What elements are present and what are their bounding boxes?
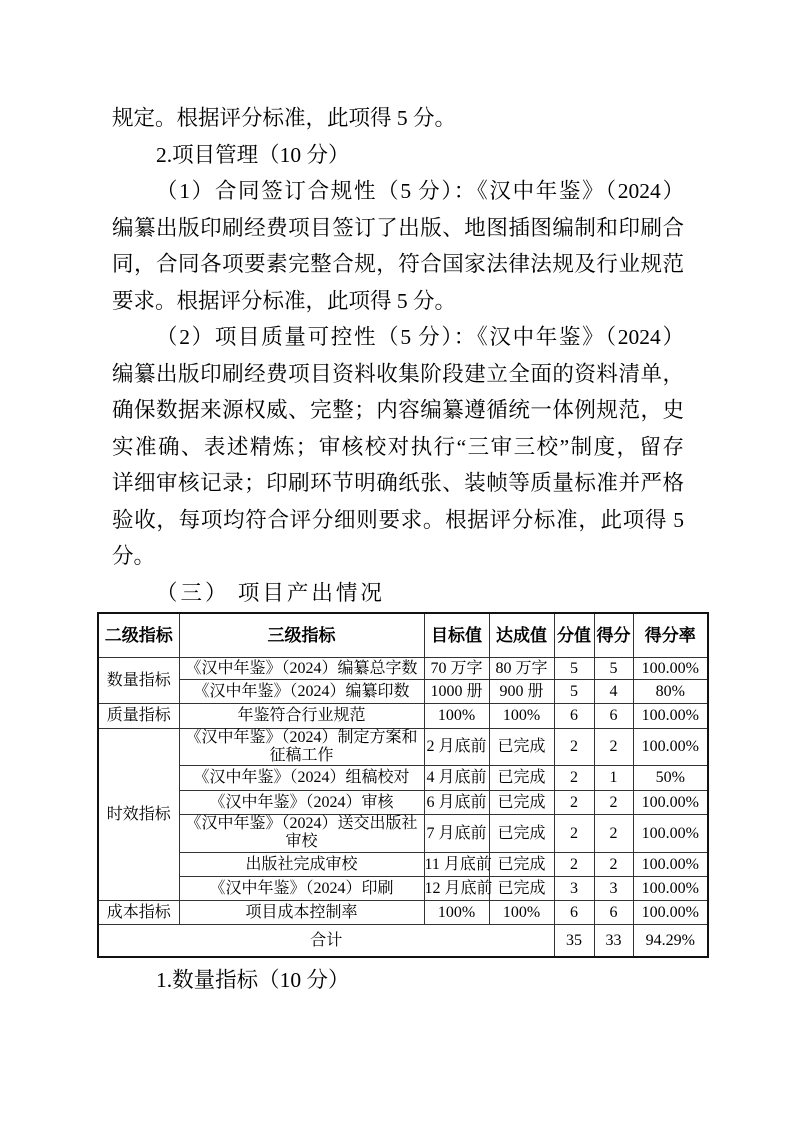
cell-achieved: 已完成 xyxy=(489,765,554,790)
table-header-row xyxy=(98,613,708,657)
cell-score: 6 xyxy=(554,703,594,728)
table-row xyxy=(98,657,708,679)
cell-score: 2 xyxy=(554,814,594,852)
text-line: 编纂出版印刷经费项目签订了出版、地图插图编制和印刷合 xyxy=(112,215,684,240)
table-row xyxy=(98,728,708,765)
text-line: 同，合同各项要素完整合规，符合国家法律法规及行业规范 xyxy=(112,252,684,276)
cell-gained: 2 xyxy=(594,814,633,852)
col-header-achieved: 达成值 xyxy=(489,613,554,657)
cell-indicator: 《汉中年鉴》（2024）制定方案和 征稿工作 xyxy=(179,728,424,765)
cell-group: 时效指标 xyxy=(98,728,179,900)
cell-gained: 1 xyxy=(594,765,633,790)
cell-target: 70 万字 xyxy=(424,657,489,679)
cell-score: 2 xyxy=(554,790,594,814)
body-text xyxy=(112,100,684,611)
col-header-rate: 得分率 xyxy=(633,613,708,657)
table-row xyxy=(98,790,708,814)
cell-total-label: 合计 xyxy=(98,924,554,957)
table-row xyxy=(98,900,708,924)
table-total-row xyxy=(98,924,708,957)
col-header-target: 目标值 xyxy=(424,613,489,657)
text-line: 规定。根据评分标准，此项得 5 分。 xyxy=(112,106,457,130)
text-line: 详细审核记录；印刷环节明确纸张、装帧等质量标准并严格 xyxy=(112,471,684,495)
indicator-table xyxy=(97,612,709,958)
cell-group: 数量指标 xyxy=(98,657,179,703)
cell-score: 5 xyxy=(554,657,594,679)
cell-gained: 4 xyxy=(594,679,633,703)
cell-indicator: 《汉中年鉴》（2024）编纂印数 xyxy=(179,679,424,703)
cell-rate: 50% xyxy=(633,765,708,790)
cell-score: 3 xyxy=(554,876,594,900)
cell-target: 4 月底前 xyxy=(424,765,489,790)
cell-gained: 6 xyxy=(594,703,633,728)
text-line: 实准确、表述精炼；审核校对执行“三审三校”制度，留存 xyxy=(112,434,684,459)
text-line: （1）合同签订合规性（5 分）：《汉中年鉴》（2024） xyxy=(156,179,684,203)
col-header-gained: 得分 xyxy=(594,613,633,657)
cell-target: 7 月底前 xyxy=(424,814,489,852)
cell-total-rate: 94.29% xyxy=(633,924,708,957)
cell-achieved: 100% xyxy=(489,703,554,728)
text-line: 要求。根据评分标准，此项得 5 分。 xyxy=(112,288,457,313)
cell-achieved: 已完成 xyxy=(489,790,554,814)
text-line: 2.项目管理（10 分） xyxy=(156,142,350,167)
cell-indicator: 项目成本控制率 xyxy=(179,900,424,924)
text-line: 验收，每项均符合评分细则要求。根据评分标准，此项得 5 xyxy=(112,507,684,532)
cell-score: 2 xyxy=(554,852,594,876)
cell-achieved: 已完成 xyxy=(489,814,554,852)
table-row xyxy=(98,852,708,876)
col-header-score: 分值 xyxy=(554,613,594,657)
cell-achieved: 80 万字 xyxy=(489,657,554,679)
cell-target: 11 月底前 xyxy=(424,852,489,876)
cell-rate: 100.00% xyxy=(633,814,708,852)
cell-target: 100% xyxy=(424,900,489,924)
cell-target: 2 月底前 xyxy=(424,728,489,765)
cell-group: 质量指标 xyxy=(98,703,179,728)
cell-rate: 100.00% xyxy=(633,876,708,900)
cell-gained: 5 xyxy=(594,657,633,679)
cell-indicator: 《汉中年鉴》（2024）组稿校对 xyxy=(179,765,424,790)
cell-achieved: 已完成 xyxy=(489,728,554,765)
section-heading: （三） 项目产出情况 xyxy=(156,580,385,605)
text-line: 确保数据来源权威、完整；内容编纂遵循统一体例规范，史 xyxy=(112,398,684,422)
table-row xyxy=(98,876,708,900)
cell-total-score: 35 xyxy=(554,924,594,957)
cell-gained: 6 xyxy=(594,900,633,924)
cell-gained: 2 xyxy=(594,852,633,876)
table-row xyxy=(98,814,708,852)
cell-target: 6 月底前 xyxy=(424,790,489,814)
cell-achieved: 900 册 xyxy=(489,679,554,703)
cell-score: 2 xyxy=(554,765,594,790)
cell-rate: 100.00% xyxy=(633,900,708,924)
cell-target: 12 月底前 xyxy=(424,876,489,900)
col-header-level3: 三级指标 xyxy=(179,613,424,657)
cell-indicator: 《汉中年鉴》（2024）审核 xyxy=(179,790,424,814)
cell-indicator: 《汉中年鉴》（2024）编纂总字数 xyxy=(179,657,424,679)
cell-indicator: 年鉴符合行业规范 xyxy=(179,703,424,728)
text-line: 编纂出版印刷经费项目资料收集阶段建立全面的资料清单， xyxy=(112,361,684,386)
cell-score: 5 xyxy=(554,679,594,703)
cell-achieved: 100% xyxy=(489,900,554,924)
text-line: 分。 xyxy=(112,544,156,568)
cell-indicator: 《汉中年鉴》（2024）送交出版社 审校 xyxy=(179,814,424,852)
cell-achieved: 已完成 xyxy=(489,852,554,876)
cell-target: 1000 册 xyxy=(424,679,489,703)
cell-rate: 100.00% xyxy=(633,657,708,679)
table-row xyxy=(98,765,708,790)
cell-target: 100% xyxy=(424,703,489,728)
col-header-level2: 二级指标 xyxy=(98,613,179,657)
cell-total-gained: 33 xyxy=(594,924,633,957)
cell-rate: 100.00% xyxy=(633,790,708,814)
table-row xyxy=(98,703,708,728)
cell-rate: 100.00% xyxy=(633,703,708,728)
cell-rate: 100.00% xyxy=(633,852,708,876)
cell-rate: 80% xyxy=(633,679,708,703)
cell-group: 成本指标 xyxy=(98,900,179,924)
text-line: （2）项目质量可控性（5 分）：《汉中年鉴》（2024） xyxy=(156,325,684,349)
cell-gained: 2 xyxy=(594,728,633,765)
text-line: 1.数量指标（10 分） xyxy=(156,968,350,992)
cell-score: 2 xyxy=(554,728,594,765)
cell-score: 6 xyxy=(554,900,594,924)
cell-indicator: 《汉中年鉴》（2024）印刷 xyxy=(179,876,424,900)
cell-achieved: 已完成 xyxy=(489,876,554,900)
cell-indicator: 出版社完成审校 xyxy=(179,852,424,876)
cell-gained: 3 xyxy=(594,876,633,900)
cell-rate: 100.00% xyxy=(633,728,708,765)
cell-gained: 2 xyxy=(594,790,633,814)
table-row xyxy=(98,679,708,703)
